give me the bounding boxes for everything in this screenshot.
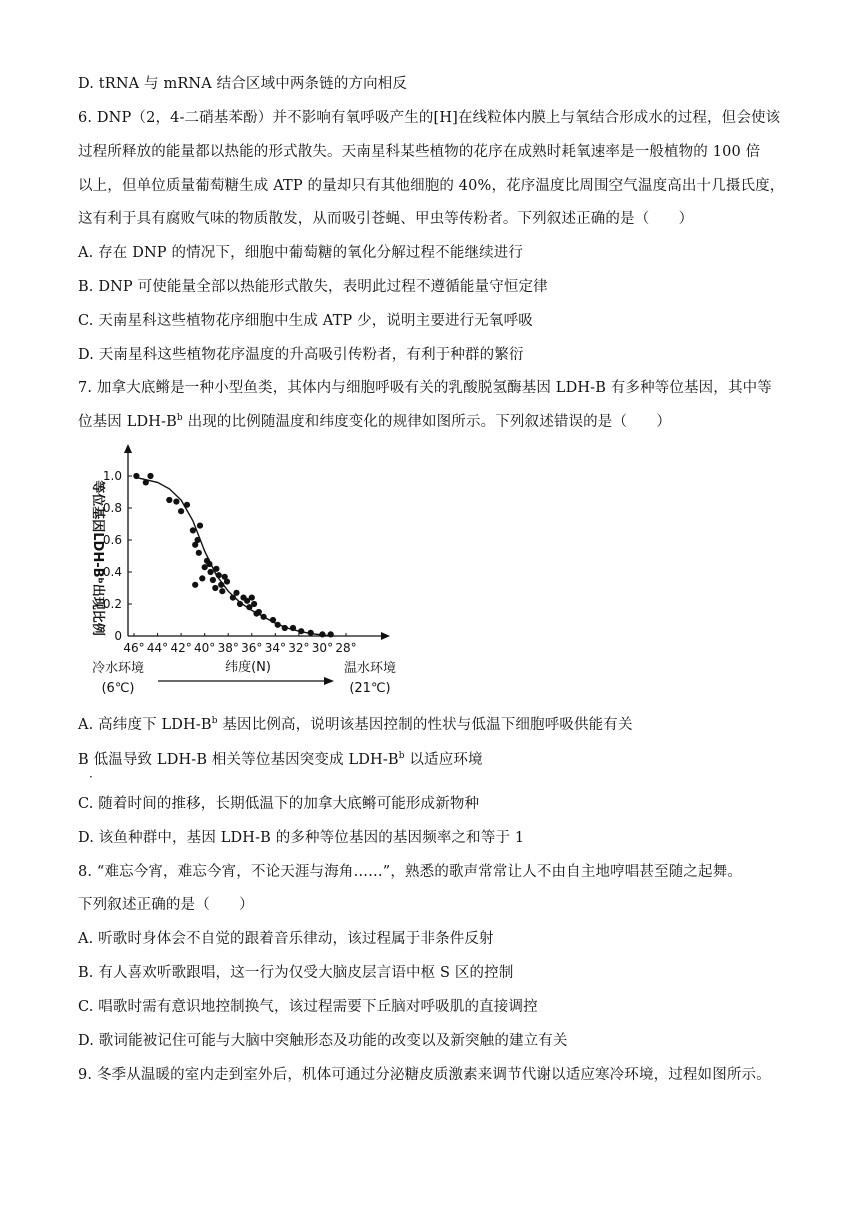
q6-option-c: C. 天南星科这些植物花序细胞中生成 ATP 少，说明主要进行无氧呼吸: [78, 313, 533, 329]
x-tick-label: 42°: [170, 641, 192, 655]
q8-stem-line-2: 下列叙述正确的是（ ）: [78, 897, 254, 913]
q8-option-c: C. 唱歌时需有意识地控制换气，该过程需要下丘脑对呼吸肌的直接调控: [78, 999, 538, 1015]
data-point: [256, 609, 262, 615]
data-point: [308, 630, 314, 636]
q8-option-a: A. 听歌时身体会不自觉的跟着音乐律动，该过程属于非条件反射: [78, 931, 494, 947]
data-point: [251, 601, 257, 607]
q7-option-a-part-1: A. 高纬度下 LDH-B: [78, 717, 212, 733]
warm-water-temp: (21℃): [349, 681, 391, 696]
q6-stem-line-2: 过程所释放的能量都以热能的形式散失。天南星科某些植物的花序在成熟时耗氧速率是一般植物的 100 倍: [78, 144, 761, 160]
y-tick-label: 0.2: [102, 597, 122, 611]
data-point: [208, 569, 214, 575]
data-point: [328, 631, 334, 637]
q7-stem-line-2-part-1: 位基因 LDH-B: [78, 414, 177, 430]
q7-stem-line-2-part-2: 出现的比例随温度和纬度变化的规律如图所示。下列叙述错误的是（ ）: [187, 414, 672, 430]
data-point: [219, 588, 225, 594]
warm-water-label: 温水环境: [343, 661, 397, 676]
data-point: [218, 582, 224, 588]
x-tick-label: 36°: [241, 641, 263, 655]
q7-option-d: D. 该鱼种群中，基因 LDH-B 的多种等位基因的基因频率之和等于 1: [78, 830, 525, 846]
q6-stem-line-4: 这有利于具有腐败气味的物质散发，从而吸引苍蝇、甲虫等传粉者。下列叙述正确的是（ ）: [78, 211, 694, 227]
data-point: [233, 590, 239, 596]
y-axis-arrowhead: [124, 444, 132, 453]
x-axis-arrowhead: [381, 632, 390, 640]
x-tick-label: 30°: [311, 641, 334, 655]
q8-option-d: D. 歌词能被记住可能与大脑中突触形态及功能的改变以及新突触的建立有关: [78, 1033, 568, 1049]
y-tick-label: 1.0: [102, 469, 122, 483]
superscript-b: b: [211, 716, 218, 727]
data-point: [319, 631, 325, 637]
direction-arrowhead: [324, 677, 334, 685]
cold-water-label: 冷水环境: [91, 661, 145, 676]
y-tick-label: 0.6: [102, 533, 122, 547]
option-b-dot: ·: [89, 770, 93, 784]
data-point: [143, 479, 149, 485]
x-tick-label: 46°: [123, 641, 145, 655]
trend-curve: [136, 478, 332, 636]
data-point: [166, 497, 172, 503]
data-point: [213, 566, 219, 572]
data-point: [184, 502, 190, 508]
data-point: [261, 614, 267, 620]
data-point: [197, 523, 203, 529]
q7-option-a-part-2: 基因比例高，说明该基因控制的性状与低温下细胞呼吸供能有关: [222, 717, 633, 733]
q6-option-d: D. 天南星科这些植物花序温度的升高吸引传粉者，有利于种群的繁衍: [78, 347, 524, 363]
q7-option-b: [78, 750, 782, 770]
superscript-b: b: [398, 751, 405, 762]
data-point: [275, 622, 281, 628]
y-tick-label: 0.4: [102, 565, 122, 579]
q6-option-b: B. DNP 可使能量全部以热能形式散失，表明此过程不遵循能量守恒定律: [78, 279, 548, 295]
q7-option-c: C. 随着时间的推移，长期低温下的加拿大底鳉可能形成新物种: [78, 796, 480, 812]
q7-option-b-part-1: B 低温导致 LDH-B 相关等位基因突变成 LDH-B: [78, 752, 399, 768]
x-tick-label: 38°: [217, 641, 239, 655]
x-tick-label: 28°: [335, 641, 357, 655]
data-point: [237, 601, 243, 607]
q7-stem-line-2: [78, 412, 782, 432]
data-point: [199, 575, 205, 581]
data-point: [192, 582, 198, 588]
cold-water-temp: (6℃): [101, 681, 135, 696]
x-tick-label: 44°: [146, 641, 169, 655]
data-point: [216, 572, 222, 578]
data-point: [190, 527, 196, 533]
data-point: [195, 537, 201, 543]
y-axis-label: 等位基因LDH-Bᵇ出现比例: [90, 480, 105, 636]
data-point: [206, 561, 212, 567]
data-point: [173, 499, 179, 505]
data-point: [298, 628, 304, 634]
data-point: [270, 617, 276, 623]
x-tick-label: 34°: [264, 641, 286, 655]
q7-option-a: [78, 715, 782, 735]
q6-stem-line-1: 6. DNP（2，4-二硝基苯酚）并不影响有氧呼吸产生的[H]在线粒体内膜上与氧结合形成水的过程，但会使该: [78, 110, 781, 126]
data-point: [249, 595, 255, 601]
q7-stem-line-1: 7. 加拿大底鳉是一种小型鱼类，其体内与细胞呼吸有关的乳酸脱氢酶基因 LDH-B 有多种等位基因，其中等: [78, 380, 772, 396]
data-point: [196, 550, 202, 556]
q8-stem-line-1: 8. “难忘今宵，难忘今宵，不论天涯与海角……”，熟悉的歌声常常让人不由自主地哼唱甚至随之起舞。: [78, 864, 742, 880]
data-point: [133, 473, 139, 479]
q5-option-d: D. tRNA 与 mRNA 结合区域中两条链的方向相反: [78, 76, 408, 92]
q8-option-b: B. 有人喜欢听歌跟唱，这一行为仅受大脑皮层言语中枢 S 区的控制: [78, 965, 514, 981]
y-tick-label: 0: [114, 629, 122, 643]
q9-stem-line-1: 9. 冬季从温暖的室内走到室外后，机体可通过分泌糖皮质激素来调节代谢以适应寒冷环境，过程如图所示。: [78, 1067, 771, 1083]
data-point: [212, 585, 218, 591]
plot-layer: [103, 444, 390, 655]
data-point: [210, 577, 216, 583]
superscript-b: b: [176, 413, 183, 424]
y-tick-label: 0.8: [102, 501, 122, 515]
x-axis-label: 纬度(N): [225, 660, 271, 675]
q6-option-a: A. 存在 DNP 的情况下，细胞中葡萄糖的氧化分解过程不能继续进行: [78, 245, 524, 261]
data-point: [282, 625, 288, 631]
q6-stem-line-3: 以上，但单位质量葡萄糖生成 ATP 的量却只有其他细胞的 40%，花序温度比周围空气温度高出十几摄氏度，: [78, 178, 785, 194]
ldh-b-latitude-chart: [78, 436, 408, 698]
x-tick-label: 40°: [194, 641, 216, 655]
data-point: [224, 579, 230, 585]
data-point: [290, 625, 296, 631]
data-point: [178, 508, 184, 514]
q7-option-b-part-2: 以适应环境: [409, 752, 483, 768]
data-point: [147, 473, 153, 479]
x-tick-label: 32°: [288, 641, 310, 655]
